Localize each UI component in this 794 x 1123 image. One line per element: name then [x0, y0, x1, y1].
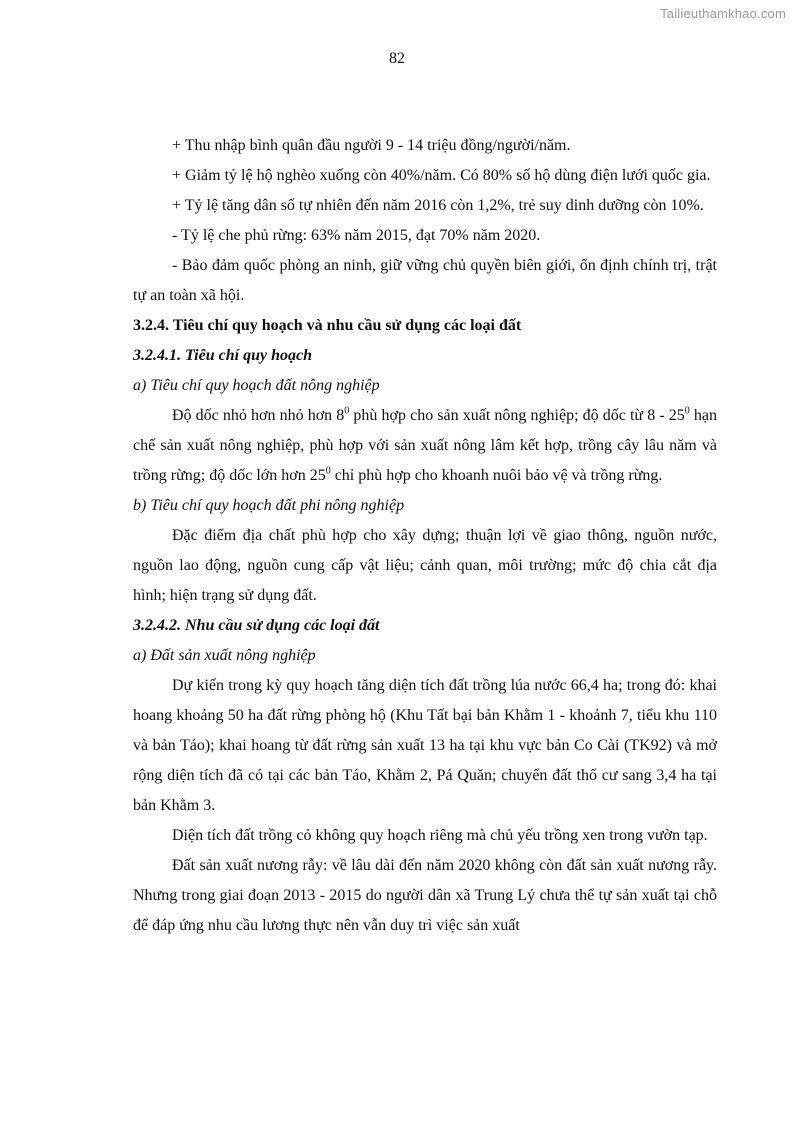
document-body — [133, 131, 717, 941]
paragraph-grass: Diện tích đất trồng cỏ không quy hoạch riêng mà chủ yếu trồng xen trong vườn tạp. — [172, 827, 708, 844]
slope-text-3: hạn chế sản xuất nông nghiệp, phù hợp với sản xuất nông lâm kết hợp, trồng cây lâu năm và trồng rừng; độ dốc lớn hơn 25 — [133, 407, 717, 484]
subheading-nonagri-criteria: b) Tiêu chí quy hoạch đất phi nông nghiệp — [133, 497, 405, 514]
watermark: Tailieuthamkhao.com — [660, 6, 786, 21]
paragraph-rice: Dự kiến trong kỳ quy hoạch tăng diện tích đất trồng lúa nước 66,4 ha; trong đó: khai hoang khoảng 50 ha đất rừng phòng hộ (Khu Tất bại bản Khằm 1 - khoảnh 7, tiểu khu 110 và bản Táo); khai hoang từ đất rừng sản xuất 13 ha tại khu vực bản Co Cài (TK92) và mở rộng diện tích đã có tại các bản Táo, Khằm 2, Pá Quăn; chuyển đất thổ cư sang 3,4 ha tại bản Khằm 3. — [133, 677, 717, 814]
slope-text-4: chỉ phù hợp cho khoanh nuôi bảo vệ và trồng rừng. — [330, 467, 663, 484]
paragraph-geology: Đặc điểm địa chất phù hợp cho xây dựng; thuận lợi về giao thông, nguồn nước, nguồn lao động, nguồn cung cấp vật liệu; cảnh quan, môi trường; mức độ chia cắt địa hình; hiện trạng sử dụng đất. — [133, 527, 717, 604]
bullet-population: + Tỷ lệ tăng dân số tự nhiên đến năm 2016 còn 1,2%, trẻ suy dinh dưỡng còn 10%. — [172, 197, 704, 214]
paragraph-security: - Bảo đảm quốc phòng an ninh, giữ vững chủ quyền biên giới, ổn định chính trị, trật tự an toàn xã hội. — [133, 257, 717, 304]
bullet-income: + Thu nhập bình quân đầu người 9 - 14 triệu đồng/người/năm. — [172, 137, 571, 154]
slope-text-2: phù hợp cho sản xuất nông nghiệp; độ dốc từ 8 - 25 — [349, 407, 685, 424]
subheading-agri-criteria: a) Tiêu chí quy hoạch đất nông nghiệp — [133, 377, 380, 394]
bullet-poverty: + Giảm tỷ lệ hộ nghèo xuống còn 40%/năm. Có 80% số hộ dùng điện lưới quốc gia. — [172, 167, 711, 184]
slope-text-1: Độ dốc nhỏ hơn nhỏ hơn 8 — [172, 407, 345, 424]
degree-sup-2: 0 — [684, 405, 690, 417]
heading-3-2-4-1: 3.2.4.1. Tiêu chí quy hoạch — [133, 347, 312, 364]
paragraph-slope — [133, 401, 717, 491]
heading-3-2-4-2: 3.2.4.2. Nhu cầu sử dụng các loại đất — [133, 617, 380, 634]
degree-sup-1: 0 — [344, 405, 350, 417]
bullet-forest-cover: - Tỷ lệ che phủ rừng: 63% năm 2015, đạt 70% năm 2020. — [172, 227, 541, 244]
page-number: 82 — [389, 50, 405, 67]
heading-3-2-4: 3.2.4. Tiêu chí quy hoạch và nhu cầu sử dụng các loại đất — [133, 317, 522, 334]
subheading-agri-land: a) Đất sản xuất nông nghiệp — [133, 647, 316, 664]
degree-sup-3: 0 — [325, 465, 331, 477]
paragraph-upland: Đất sản xuất nương rẫy: về lâu dài đến năm 2020 không còn đất sản xuất nương rẫy. Nhưng trong giai đoạn 2013 - 2015 do người dân xã Trung Lý chưa thể tự sản xuất tại chỗ để đáp ứng nhu cầu lương thực nên vẫn duy trì việc sản xuất — [133, 857, 717, 934]
